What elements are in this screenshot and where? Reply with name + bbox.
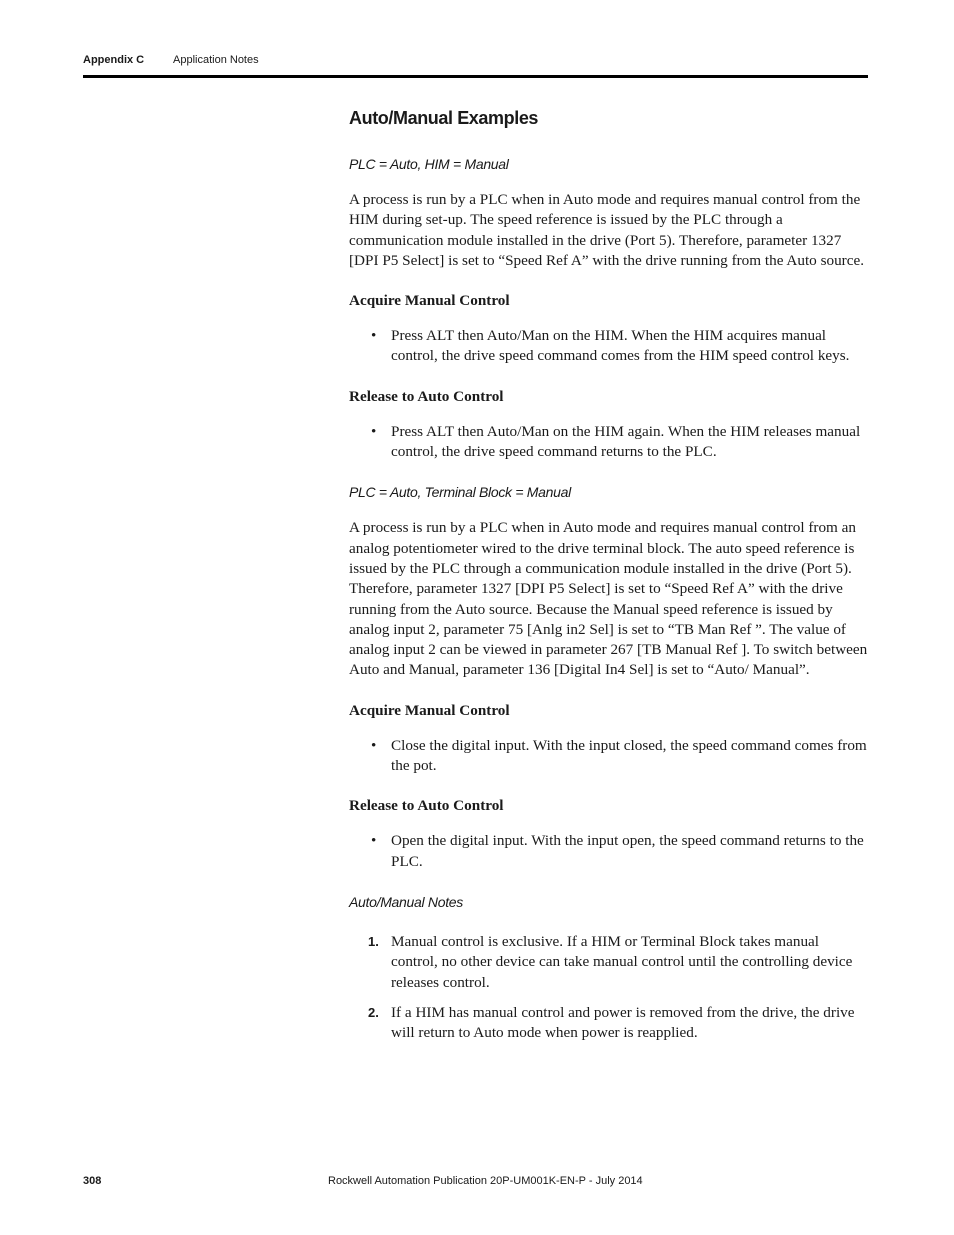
item-number: 2.	[368, 1004, 379, 1020]
section-label: Application Notes	[173, 54, 259, 66]
example2-acquire-list	[349, 736, 869, 777]
page-title: Auto/Manual Examples	[349, 108, 539, 128]
list-item-text: Press ALT then Auto/Man on the HIM. When the HIM acquires manual control, the drive speed command comes from the HIM speed control keys.	[391, 327, 850, 365]
item-number: 1.	[368, 933, 379, 949]
list-item	[349, 831, 869, 872]
list-item-text: If a HIM has manual control and power is removed from the drive, the drive will return to Auto mode when power is reapplied.	[391, 1003, 855, 1042]
list-item	[349, 736, 869, 777]
bullet-icon: •	[371, 832, 377, 850]
example1-acquire-heading: Acquire Manual Control	[349, 292, 510, 310]
notes-subhead: Auto/Manual Notes	[349, 893, 463, 910]
example2-acquire-heading: Acquire Manual Control	[349, 701, 510, 719]
main-content	[349, 106, 869, 1053]
appendix-label: Appendix C	[83, 54, 145, 66]
list-item	[349, 932, 869, 993]
page-header	[83, 53, 868, 78]
example2-release-list	[349, 831, 869, 872]
example1-acquire-list	[349, 326, 869, 367]
list-item	[349, 1003, 869, 1044]
example1-intro: A process is run by a PLC when in Auto mode and requires manual control from the HIM during set-up. The speed reference is issued by the PLC through a communication module installed in the drive (Port 5). Therefore, parameter 1327 [DPI P5 Select] is set to “Speed Ref A” with the drive running from the Auto source.	[349, 191, 865, 269]
bullet-icon: •	[371, 327, 377, 345]
page-number: 308	[83, 1175, 102, 1187]
list-item-text: Press ALT then Auto/Man on the HIM again. When the HIM releases manual control, the drive speed command returns to the PLC.	[391, 422, 861, 461]
bullet-icon: •	[371, 422, 377, 440]
example1-release-heading: Release to Auto Control	[349, 387, 504, 405]
list-item	[349, 422, 869, 463]
list-item-text: Open the digital input. With the input open, the speed command returns to the PLC.	[391, 832, 864, 870]
example2-subhead: PLC = Auto, Terminal Block = Manual	[349, 484, 571, 501]
list-item-text: Manual control is exclusive. If a HIM or Terminal Block takes manual control, no other device can take manual control until the controlling device releases control.	[391, 932, 853, 991]
list-item	[349, 326, 869, 367]
example1-release-list	[349, 422, 869, 463]
bullet-icon: •	[371, 736, 377, 754]
publication-info: Rockwell Automation Publication 20P-UM001K-EN-P - July 2014	[328, 1175, 643, 1187]
example1-subhead: PLC = Auto, HIM = Manual	[349, 156, 509, 172]
notes-list	[349, 932, 869, 1043]
example2-intro: A process is run by a PLC when in Auto mode and requires manual control from an analog potentiometer wired to the drive terminal block. The auto speed reference is issued by the PLC through a communication module installed in the drive (Port 5). Therefore, parameter 1327 [DPI P5 Select] is set to “Speed Ref A” with the drive running from the Auto source. Because the Manual speed reference is issued by analog input 2, parameter 75 [Anlg in2 Sel] is set to “TB Man Ref ”. The value of analog input 2 can be viewed in parameter 267 [TB Manual Ref ]. To switch between Auto and Manual, parameter 136 [Digital In4 Sel] is set to “Auto/ Manual”.	[349, 519, 868, 679]
example2-release-heading: Release to Auto Control	[349, 797, 504, 815]
list-item-text: Close the digital input. With the input closed, the speed command comes from the pot.	[391, 736, 867, 775]
